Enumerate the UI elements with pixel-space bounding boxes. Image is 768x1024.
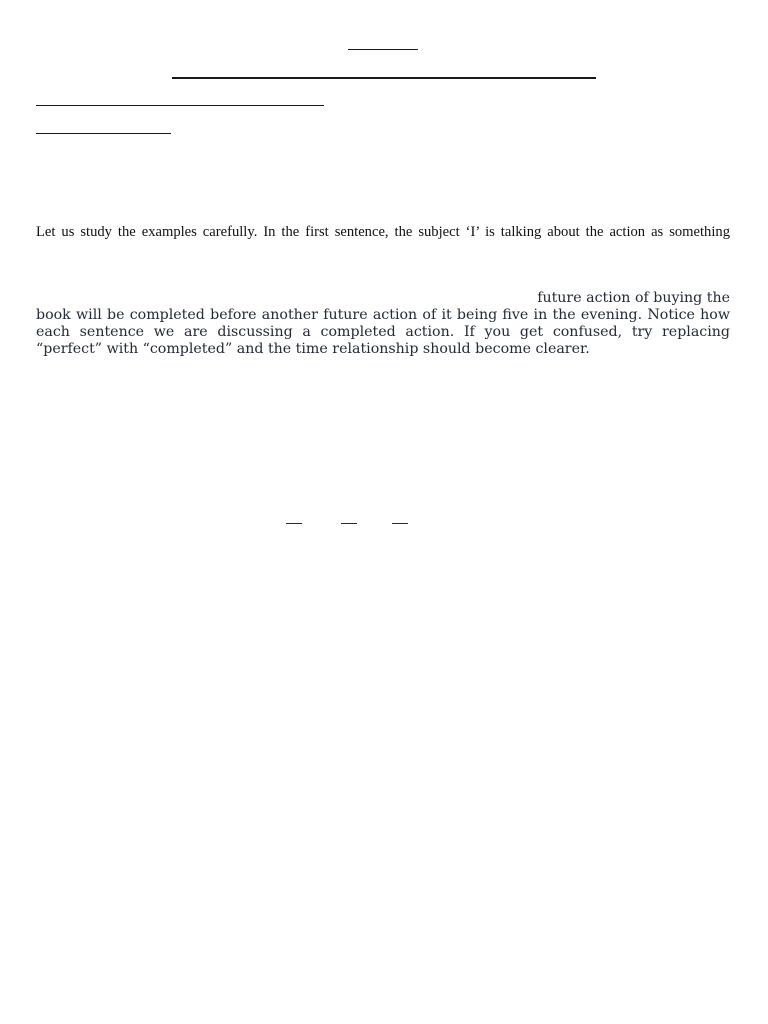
explanation-paragraph: book will be completed before another future action of it being five in the evening. Notice how each sentence we are discussing a completed action. If you get confused, try replacing “perfect” with “completed” and the time relationship should become clearer. (36, 307, 730, 357)
blank-dash (341, 523, 357, 524)
heading-underline-long (36, 105, 324, 106)
title-underline (348, 49, 418, 50)
subtitle-underline (172, 77, 596, 79)
blank-dash (286, 523, 302, 524)
heading-underline-short (36, 133, 171, 134)
blank-dash (392, 523, 408, 524)
explanation-first-line: future action of buying the (537, 290, 730, 306)
intro-sentence: Let us study the examples carefully. In the first sentence, the subject ‘I’ is talking about the action as something (36, 224, 730, 240)
